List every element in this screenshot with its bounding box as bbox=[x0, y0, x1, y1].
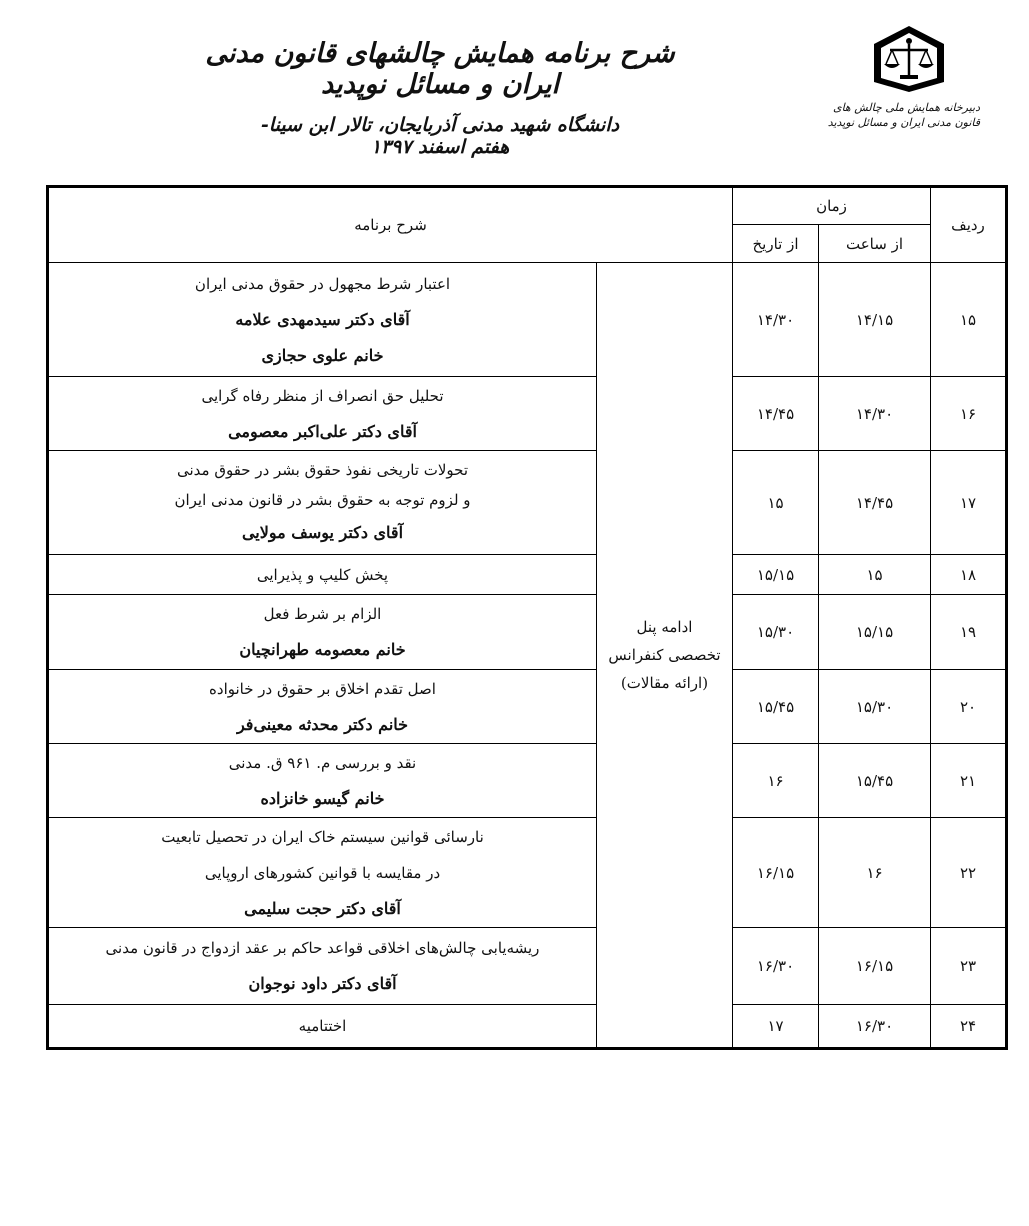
table-row bbox=[48, 555, 1007, 595]
from-time: ۱۵/۱۵ bbox=[819, 595, 931, 670]
to-time: ۱۶/۱۵ bbox=[733, 818, 819, 928]
from-time: ۱۶/۳۰ bbox=[819, 1005, 931, 1049]
talk-title: در مقایسه با قوانین کشورهای اروپایی bbox=[204, 863, 441, 882]
talk-title: اختتامیه bbox=[298, 1017, 347, 1035]
table-row bbox=[48, 670, 1007, 744]
logo-caption bbox=[827, 100, 980, 130]
to-time: ۱۷ bbox=[733, 1005, 819, 1049]
to-time: ۱۴/۴۵ bbox=[733, 377, 819, 451]
table-row bbox=[48, 377, 1007, 451]
to-time: ۱۶ bbox=[733, 744, 819, 818]
page-subtitle: دانشگاه شهید مدنی آذربایجان، تالار ابن سینا- هفتم اسفند ۱۳۹۷ bbox=[260, 114, 620, 158]
header-row-number: ردیف bbox=[931, 187, 1007, 263]
description-cell bbox=[48, 744, 597, 818]
description-cell bbox=[48, 377, 597, 451]
header-time: زمان bbox=[733, 187, 931, 225]
to-time: ۱۵/۱۵ bbox=[733, 555, 819, 595]
table-header-row bbox=[48, 187, 1007, 225]
from-time: ۱۵ bbox=[819, 555, 931, 595]
program-table bbox=[46, 185, 1008, 1050]
row-number: ۲۱ bbox=[931, 744, 1007, 818]
description-cell bbox=[48, 670, 597, 744]
row-number: ۲۴ bbox=[931, 1005, 1007, 1049]
description-cell bbox=[48, 451, 597, 555]
to-time: ۱۴/۳۰ bbox=[733, 263, 819, 377]
row-number: ۱۹ bbox=[931, 595, 1007, 670]
row-number: ۲۰ bbox=[931, 670, 1007, 744]
from-time: ۱۴/۱۵ bbox=[819, 263, 931, 377]
to-time: ۱۶/۳۰ bbox=[733, 928, 819, 1005]
speaker-name: آقای دکتر داود نوجوان bbox=[248, 974, 397, 993]
row-number: ۲۲ bbox=[931, 818, 1007, 928]
table-row bbox=[48, 818, 1007, 928]
talk-title: نقد و بررسی م. ۹۶۱ ق. مدنی bbox=[228, 753, 417, 772]
page-title: شرح برنامه همایش چالشهای قانون مدنی ایران و مسائل نوپدید bbox=[205, 38, 675, 100]
to-time: ۱۵ bbox=[733, 451, 819, 555]
from-time: ۱۵/۳۰ bbox=[819, 670, 931, 744]
scales-of-justice-logo-icon bbox=[870, 24, 948, 94]
table-row bbox=[48, 928, 1007, 1005]
from-time: ۱۶ bbox=[819, 818, 931, 928]
row-number: ۱۷ bbox=[931, 451, 1007, 555]
description-cell bbox=[48, 1005, 597, 1049]
panel-cell bbox=[597, 263, 733, 1049]
talk-title: اصل تقدم اخلاق بر حقوق در خانواده bbox=[209, 679, 436, 698]
panel-line: تخصصی کنفرانس bbox=[608, 646, 721, 664]
talk-title: اعتبار شرط مجهول در حقوق مدنی ایران bbox=[194, 274, 451, 293]
speaker-name: آقای دکتر حجت سلیمی bbox=[244, 898, 401, 918]
speaker-name: خانم دکتر محدثه معینی‌فر bbox=[236, 714, 409, 734]
speaker-name: خانم علوی حجازی bbox=[261, 345, 384, 365]
logo-caption-line: قانون مدنی ایران و مسائل نوپدید bbox=[827, 116, 980, 129]
from-time: ۱۴/۳۰ bbox=[819, 377, 931, 451]
logo-caption-line: دبیرخانه همایش ملی چالش های bbox=[832, 101, 980, 114]
speaker-name: خانم معصومه طهرانچیان bbox=[239, 640, 406, 659]
table-row bbox=[48, 595, 1007, 670]
from-time: ۱۵/۴۵ bbox=[819, 744, 931, 818]
table-row bbox=[48, 451, 1007, 555]
table-row bbox=[48, 1005, 1007, 1049]
talk-title: و لزوم توجه به حقوق بشر در قانون مدنی ایران bbox=[174, 490, 471, 509]
row-number: ۱۶ bbox=[931, 377, 1007, 451]
description-cell bbox=[48, 263, 597, 377]
talk-title: پخش کلیپ و پذیرایی bbox=[256, 565, 389, 584]
speaker-name: خانم گیسو خانزاده bbox=[260, 788, 385, 808]
speaker-name: آقای دکتر یوسف مولایی bbox=[241, 522, 404, 542]
page-header bbox=[0, 0, 1029, 180]
header-to-time: از تاریخ bbox=[733, 225, 819, 263]
panel-line: ادامه پنل bbox=[636, 618, 693, 636]
to-time: ۱۵/۴۵ bbox=[733, 670, 819, 744]
from-time: ۱۶/۱۵ bbox=[819, 928, 931, 1005]
talk-title: الزام بر شرط فعل bbox=[263, 605, 382, 623]
description-cell bbox=[48, 818, 597, 928]
talk-title: تحولات تاریخی نفوذ حقوق بشر در حقوق مدنی bbox=[176, 460, 469, 479]
talk-title: ریشه‌یابی چالش‌های اخلاقی قواعد حاکم بر عقد ازدواج در قانون مدنی bbox=[105, 939, 540, 957]
table-row bbox=[48, 744, 1007, 818]
header-description: شرح برنامه bbox=[48, 187, 733, 263]
row-number: ۱۵ bbox=[931, 263, 1007, 377]
talk-title: نارسائی قوانین سیستم خاک ایران در تحصیل تابعیت bbox=[161, 827, 484, 846]
panel-line: (ارائه مقالات) bbox=[620, 674, 709, 692]
header-from-time: از ساعت bbox=[819, 225, 931, 263]
speaker-name: آقای دکتر علی‌اکبر معصومی bbox=[228, 421, 417, 441]
row-number: ۲۳ bbox=[931, 928, 1007, 1005]
row-number: ۱۸ bbox=[931, 555, 1007, 595]
from-time: ۱۴/۴۵ bbox=[819, 451, 931, 555]
description-cell bbox=[48, 928, 597, 1005]
description-cell bbox=[48, 595, 597, 670]
speaker-name: آقای دکتر سیدمهدی علامه bbox=[235, 309, 410, 329]
talk-title: تحلیل حق انصراف از منظر رفاه گرایی bbox=[201, 386, 444, 405]
description-cell bbox=[48, 555, 597, 595]
table-row bbox=[48, 263, 1007, 377]
to-time: ۱۵/۳۰ bbox=[733, 595, 819, 670]
